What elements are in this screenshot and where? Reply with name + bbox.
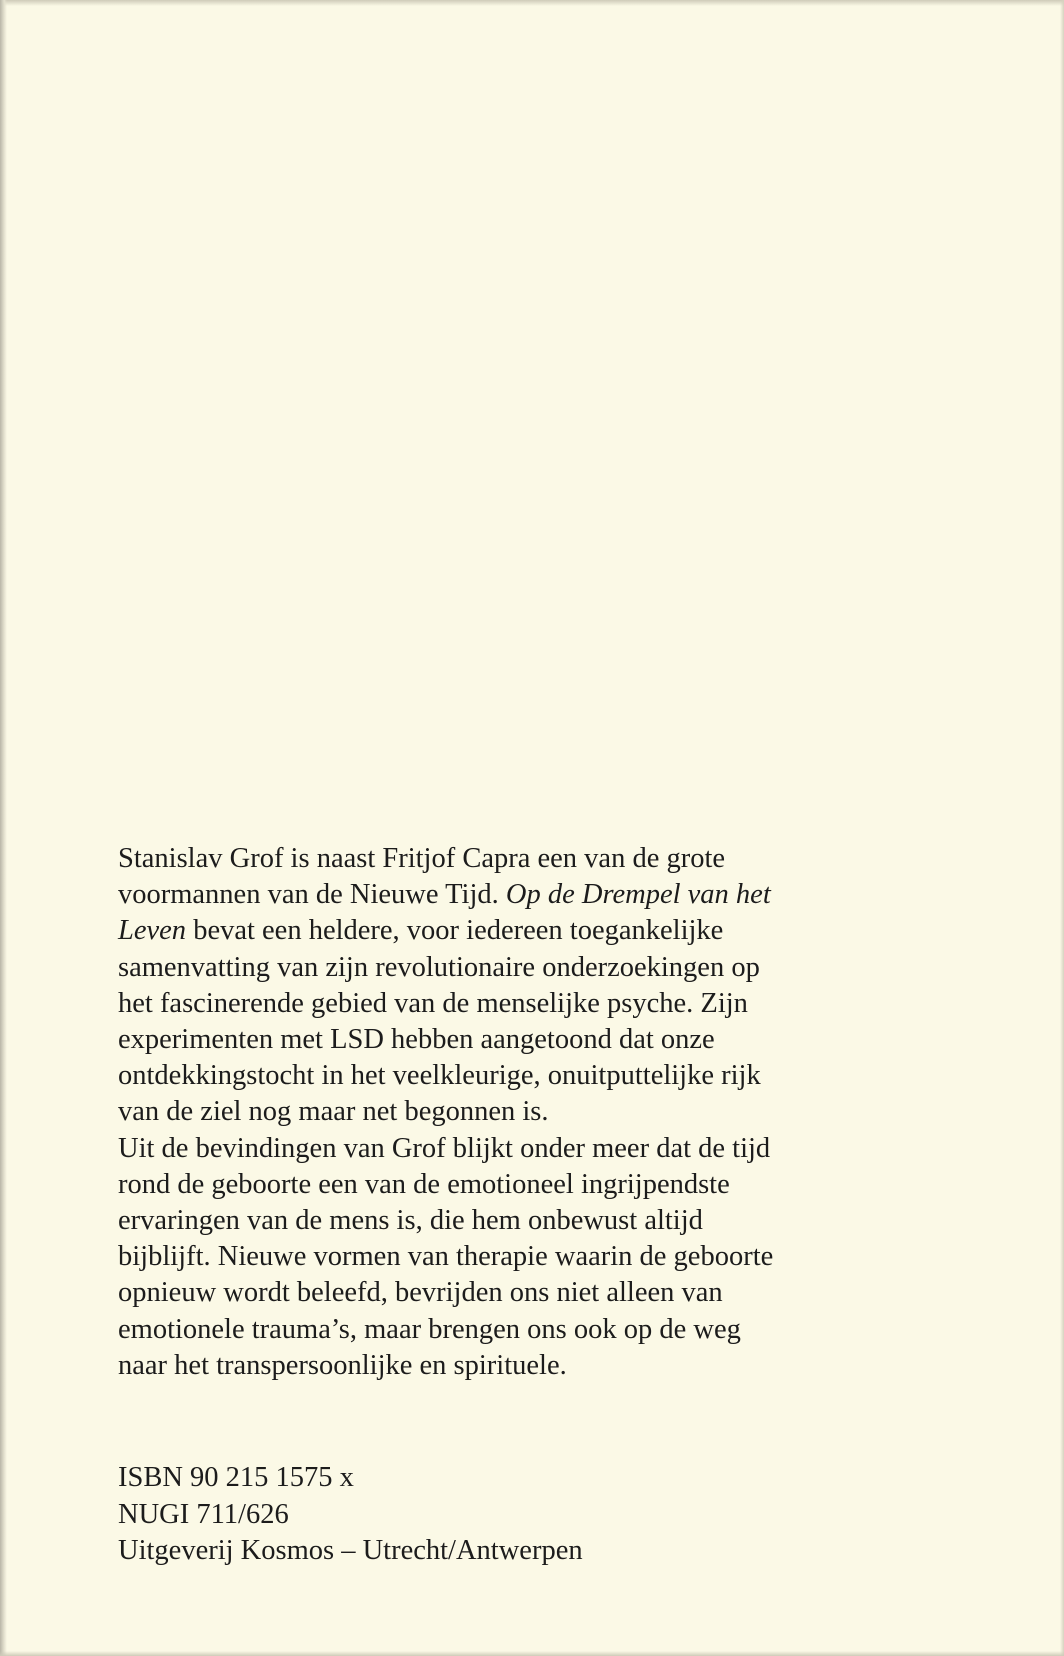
cover-right-edge	[1060, 0, 1064, 1656]
blurb-line: ontdekkingstocht in het veelkleurige, onuitputtelijke rijk	[118, 1060, 761, 1092]
blurb-line: opnieuw wordt beleefd, bevrijden ons niet alleen van	[118, 1277, 723, 1309]
blurb-line: naar het transpersoonlijke en spirituele.	[118, 1349, 567, 1381]
blurb-line: samenvatting van zijn revolutionaire onderzoekingen op	[118, 951, 760, 983]
blurb-line: bijblijft. Nieuwe vormen van therapie waarin de geboorte	[118, 1241, 774, 1273]
book-title-italic: Leven	[118, 915, 187, 947]
blurb-line: Stanislav Grof is naast Fritjof Capra een van de grote	[118, 843, 726, 874]
blurb-line: ervaringen van de mens is, die hem onbewust altijd	[118, 1205, 703, 1237]
blurb-line: het fascinerende gebied van de menselijke psyche. Zijn	[118, 987, 748, 1019]
blurb-line: rond de geboorte een van de emotioneel ingrijpendste	[118, 1168, 730, 1200]
nugi-code: NUGI 711/626	[118, 1498, 289, 1530]
cover-bottom-edge	[0, 1651, 1064, 1656]
blurb-line	[118, 913, 1018, 949]
blurb-line-text: voormannen van de Nieuwe Tijd.	[118, 879, 499, 911]
blurb-line-text: bevat een heldere, voor iedereen toegankelijke	[193, 915, 724, 947]
blurb-line	[118, 877, 1018, 913]
blurb-line: emotionele trauma’s, maar brengen ons ook op de weg	[118, 1313, 741, 1345]
publisher-name: Uitgeverij Kosmos – Utrecht/Antwerpen	[118, 1535, 583, 1566]
cover-top-edge	[0, 0, 1064, 6]
blurb-line: experimenten met LSD hebben aangetoond dat onze	[118, 1024, 715, 1056]
isbn-number: ISBN 90 215 1575 x	[118, 1462, 354, 1493]
book-title-italic: Op de Drempel van het	[505, 879, 771, 911]
blurb-line: van de ziel nog maar net begonnen is.	[118, 1096, 549, 1128]
cover-left-edge	[0, 0, 7, 1656]
imprint-block	[118, 1460, 583, 1570]
blurb-line: Uit de bevindingen van Grof blijkt onder meer dat de tijd	[118, 1132, 771, 1164]
blurb-text	[118, 841, 1018, 1384]
